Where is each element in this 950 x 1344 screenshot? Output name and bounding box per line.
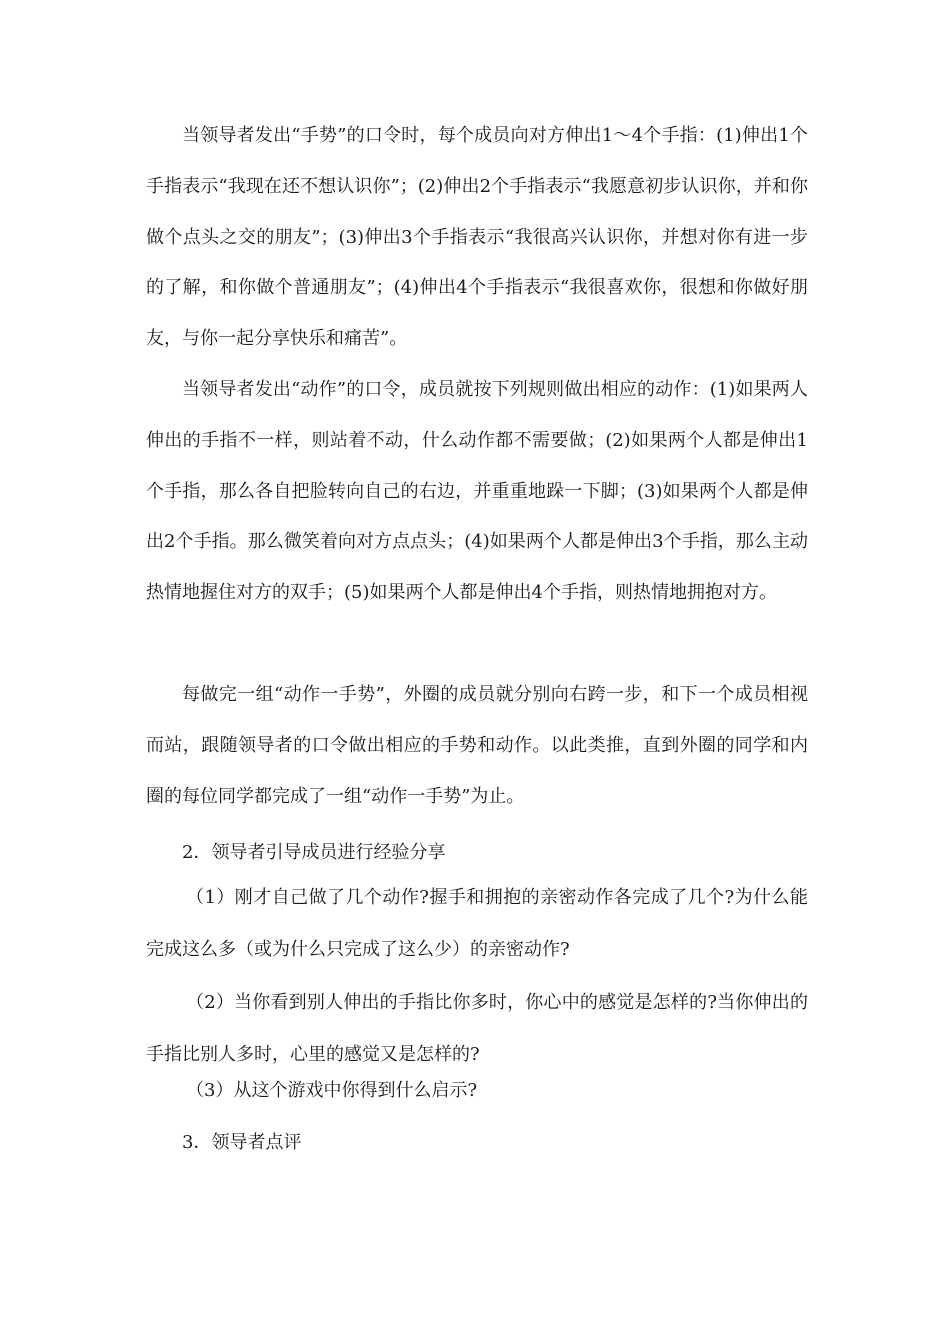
section-heading-leader-review: 3．领导者点评 (182, 1132, 302, 1153)
paragraph-gesture-rules: 当领导者发出“手势”的口令时，每个成员向对方伸出1～4个手指：(1)伸出1个手指表示“我现在还不想认识你”；(2)伸出2个手指表示“我愿意初步认识你，并和你做个点头之交的朋友”；(3)伸出3个手指表示“我很高兴认识你，并想对你有进一步的了解，和你做个普通朋友”；(4)伸出4个手指表示“我很喜欢你，很想和你做好朋友，与你一起分享快乐和痛苦”。 (146, 125, 808, 350)
paragraph-rotation: 每做完一组“动作一手势”，外圈的成员就分别向右跨一步，和下一个成员相视而站，跟随领导者的口令做出相应的手势和动作。以此类推，直到外圈的同学和内圈的每位同学都完成了一组“动作一手势”为止。 (146, 684, 808, 807)
paragraph-action-rules: 当领导者发出“动作”的口令，成员就按下列规则做出相应的动作：(1)如果两人伸出的手指不一样，则站着不动，什么动作都不需要做；(2)如果两个人都是伸出1个手指，那么各自把脸转向自己的右边，并重重地跺一下脚；(3)如果两个人都是伸出2个手指。那么微笑着向对方点点头；(4)如果两个人都是伸出3个手指，那么主动热情地握住对方的双手；(5)如果两个人都是伸出4个手指，则热情地拥抱对方。 (146, 379, 808, 604)
question-3: （3）从这个游戏中你得到什么启示? (186, 1080, 478, 1101)
question-1: （1）刚才自己做了几个动作?握手和拥抱的亲密动作各完成了几个?为什么能完成这么多（或为什么只完成了这么少）的亲密动作? (146, 887, 808, 960)
question-2: （2）当你看到别人伸出的手指比你多时，你心中的感觉是怎样的?当你伸出的手指比别人多时，心里的感觉又是怎样的? (146, 992, 808, 1065)
section-heading-experience-sharing: 2．领导者引导成员进行经验分享 (182, 842, 446, 863)
